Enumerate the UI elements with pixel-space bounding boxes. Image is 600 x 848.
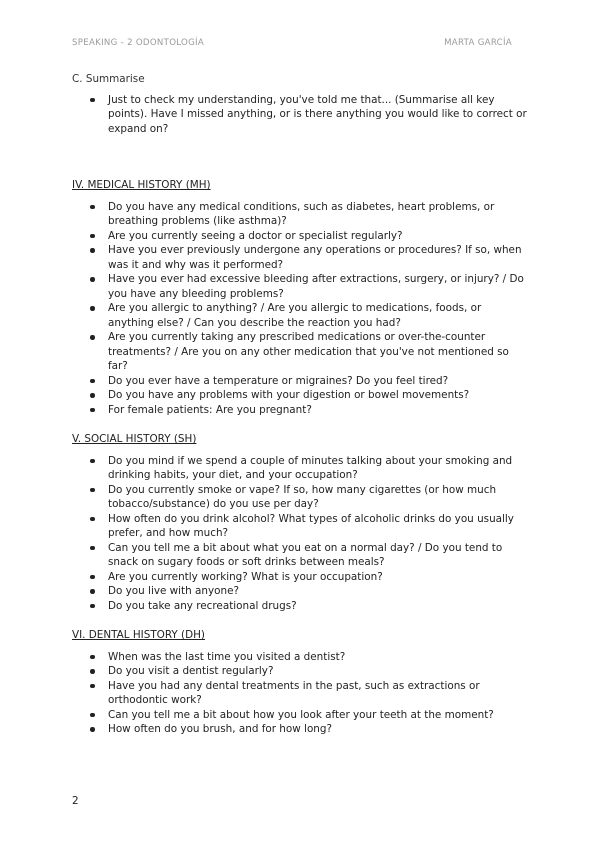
page-number: 2 <box>72 795 79 807</box>
page-header <box>72 38 512 52</box>
header-author-name: MARTA GARCÍA <box>444 38 512 48</box>
list-item: Have you had any dental treatments in the past, such as extractions or orthodontic work? <box>72 679 527 708</box>
list-item: Do you live with anyone? <box>72 584 527 599</box>
header-course-title: SPEAKING - 2 ODONTOLOGÍA <box>72 38 205 48</box>
list-item: For female patients: Are you pregnant? <box>72 403 527 418</box>
list-item: Have you ever had excessive bleeding after extractions, surgery, or injury? / Do you have any bleeding problems? <box>72 272 527 301</box>
list-item: Are you allergic to anything? / Are you allergic to medications, foods, or anything else? / Can you describe the reaction you had? <box>72 301 527 330</box>
dental-history-list <box>72 650 527 737</box>
list-item: How often do you drink alcohol? What types of alcoholic drinks do you usually prefer, and how much? <box>72 512 527 541</box>
list-item: Just to check my understanding, you've told me that... (Summarise all key points). Have I missed anything, or is there anything you would like to correct or expand on? <box>72 93 527 137</box>
social-history-list <box>72 454 527 614</box>
list-item: Do you have any medical conditions, such as diabetes, heart problems, or breathing problems (like asthma)? <box>72 200 527 229</box>
list-item: Do you visit a dentist regularly? <box>72 664 527 679</box>
list-item: Can you tell me a bit about what you eat on a normal day? / Do you tend to snack on sugary foods or soft drinks between meals? <box>72 541 527 570</box>
summarise-heading: C. Summarise <box>72 73 145 85</box>
list-item: Do you ever have a temperature or migraines? Do you feel tired? <box>72 374 527 389</box>
summarise-list <box>72 93 527 137</box>
dental-history-heading: VI. DENTAL HISTORY (DH) <box>72 629 205 641</box>
list-item: How often do you brush, and for how long? <box>72 722 527 737</box>
social-history-heading: V. SOCIAL HISTORY (SH) <box>72 433 197 445</box>
list-item: When was the last time you visited a dentist? <box>72 650 527 665</box>
list-item: Can you tell me a bit about how you look after your teeth at the moment? <box>72 708 527 723</box>
list-item: Do you mind if we spend a couple of minutes talking about your smoking and drinking habits, your diet, and your occupation? <box>72 454 527 483</box>
list-item: Do you take any recreational drugs? <box>72 599 527 614</box>
list-item: Are you currently working? What is your occupation? <box>72 570 527 585</box>
medical-history-heading: IV. MEDICAL HISTORY (MH) <box>72 179 211 191</box>
list-item: Are you currently seeing a doctor or specialist regularly? <box>72 229 527 244</box>
list-item: Have you ever previously undergone any operations or procedures? If so, when was it and why was it performed? <box>72 243 527 272</box>
medical-history-list <box>72 200 527 418</box>
document-body <box>72 72 527 737</box>
list-item: Do you have any problems with your digestion or bowel movements? <box>72 388 527 403</box>
list-item: Do you currently smoke or vape? If so, how many cigarettes (or how much tobacco/substance) do you use per day? <box>72 483 527 512</box>
list-item: Are you currently taking any prescribed medications or over-the-counter treatments? / Are you on any other medication that you've not mentioned so far? <box>72 330 527 374</box>
